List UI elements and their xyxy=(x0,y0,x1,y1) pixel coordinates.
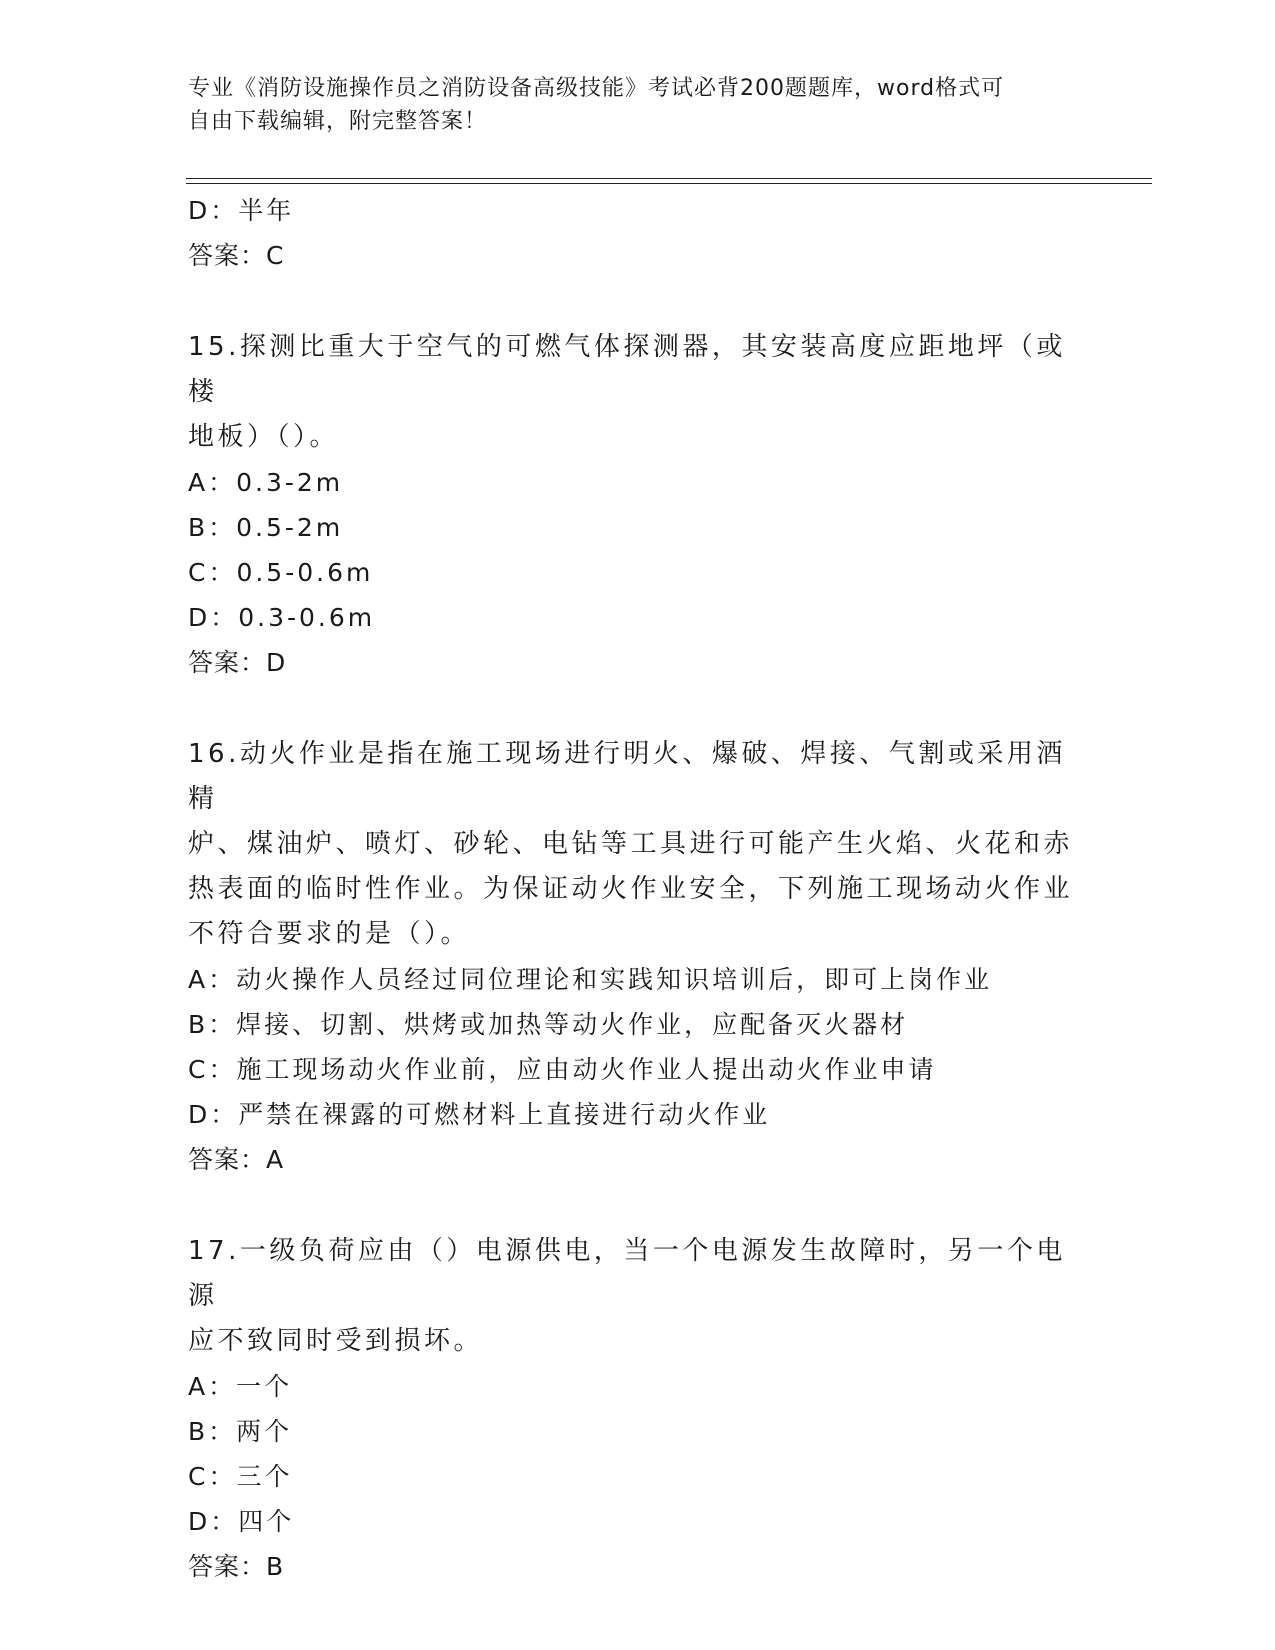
answer-line: 答案：D xyxy=(188,648,287,677)
question-16 xyxy=(188,732,1088,1182)
question-stem-line: 炉、煤油炉、喷灯、砂轮、电钻等工具进行可能产生火焰、火花和赤 xyxy=(188,829,1074,859)
document-header xyxy=(188,72,1068,138)
header-title-line-1: 专业《消防设施操作员之消防设备高级技能》考试必背200题题库，word格式可 xyxy=(188,76,1005,101)
option-d: D：0.3-0.6m xyxy=(188,603,376,632)
previous-question-tail xyxy=(188,188,1088,278)
question-stem-line: 应不致同时受到损坏。 xyxy=(188,1326,484,1356)
option-a: A：一个 xyxy=(188,1372,293,1401)
answer-line: 答案：C xyxy=(188,241,285,270)
question-stem-line: 17.一级负荷应由（）电源供电，当一个电源发生故障时，另一个电源 xyxy=(188,1236,1066,1311)
question-stem-line: 16.动火作业是指在施工现场进行明火、爆破、焊接、气割或采用酒精 xyxy=(188,739,1066,814)
spacer xyxy=(188,1182,1088,1229)
spacer xyxy=(188,685,1088,732)
option-d: D：四个 xyxy=(188,1507,295,1536)
question-17 xyxy=(188,1229,1088,1589)
option-b: B：0.5-2m xyxy=(188,513,344,542)
option-a: A：动火操作人员经过同位理论和实践知识培训后，即可上岗作业 xyxy=(188,965,993,994)
option-c: C：0.5-0.6m xyxy=(188,558,374,587)
option-d: D：半年 xyxy=(188,196,295,225)
question-stem-line: 地板）（）。 xyxy=(188,422,340,452)
answer-line: 答案：A xyxy=(188,1145,285,1174)
header-title-line-2: 自由下载编辑，附完整答案！ xyxy=(188,109,488,134)
question-stem-line: 不符合要求的是（）。 xyxy=(188,919,471,949)
spacer xyxy=(188,278,1088,325)
answer-line: 答案：B xyxy=(188,1552,285,1581)
header-divider-top xyxy=(186,178,1152,179)
question-stem-line: 15.探测比重大于空气的可燃气体探测器，其安装高度应距地坪（或楼 xyxy=(188,332,1066,407)
option-c: C：施工现场动火作业前，应由动火作业人提出动火作业申请 xyxy=(188,1055,937,1084)
question-list xyxy=(188,188,1088,1589)
option-b: B：两个 xyxy=(188,1417,293,1446)
question-stem-line: 热表面的临时性作业。为保证动火作业安全，下列施工现场动火作业 xyxy=(188,874,1074,904)
option-a: A：0.3-2m xyxy=(188,468,344,497)
question-15 xyxy=(188,325,1088,685)
option-d: D：严禁在裸露的可燃材料上直接进行动火作业 xyxy=(188,1100,771,1129)
header-divider-bottom xyxy=(186,183,1152,184)
option-c: C：三个 xyxy=(188,1462,293,1491)
option-b: B：焊接、切割、烘烤或加热等动火作业，应配备灭火器材 xyxy=(188,1010,909,1039)
